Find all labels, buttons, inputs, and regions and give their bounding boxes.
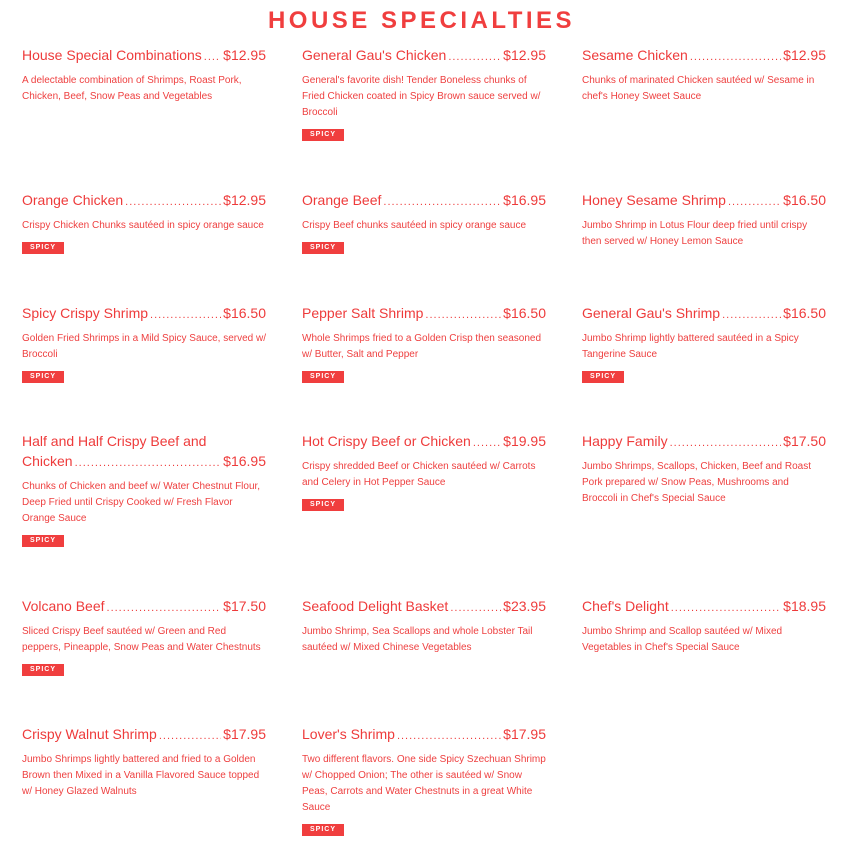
item-description: Crispy shredded Beef or Chicken sautéed w/ Carrots and Celery in Hot Pepper Sauce: [302, 461, 536, 488]
leader-dots: [159, 726, 221, 746]
item-price: $16.50: [783, 192, 826, 208]
item-price: $12.95: [783, 47, 826, 63]
spicy-badge: SPICY: [22, 242, 64, 254]
item-description: Crispy Beef chunks sautéed in spicy orange sauce: [302, 220, 527, 231]
item-name: Sesame Chicken: [582, 47, 688, 63]
leader-dots: [690, 47, 781, 67]
spicy-badge: SPICY: [302, 824, 344, 836]
item-description: Whole Shrimps fried to a Golden Crisp then seasoned w/ Butter, Salt and Pepper: [302, 333, 542, 360]
item-description: Golden Fried Shrimps in a Mild Spicy Sauce, served w/ Broccoli: [22, 333, 266, 360]
menu-item: [582, 431, 826, 507]
item-price: $17.95: [503, 726, 546, 742]
leader-dots: [107, 598, 222, 618]
item-name-line-1: Half and Half Crispy Beef and: [22, 433, 207, 449]
leader-dots: [125, 192, 221, 212]
menu-item: [22, 724, 266, 800]
menu-item: [582, 596, 826, 656]
item-price: $16.95: [503, 192, 546, 208]
item-description: Chunks of Chicken and beef w/ Water Chestnut Flour, Deep Fried until Crispy Cooked w/ Fresh Flavor Orange Sauce: [22, 481, 261, 524]
item-price: $16.95: [223, 453, 266, 469]
item-price: $23.95: [503, 598, 546, 614]
item-price: $12.95: [223, 192, 266, 208]
item-description: A delectable combination of Shrimps, Roast Pork, Chicken, Beef, Snow Peas and Vegetables: [22, 75, 242, 102]
spicy-badge: SPICY: [22, 371, 64, 383]
menu-item: [302, 724, 546, 836]
item-name: General Gau's Chicken: [302, 47, 447, 63]
leader-dots: [150, 305, 221, 325]
item-name: Lover's Shrimp: [302, 726, 395, 742]
leader-dots: [75, 453, 222, 473]
spicy-badge: SPICY: [302, 242, 344, 254]
menu-item: [582, 45, 826, 105]
item-price: $17.50: [783, 433, 826, 449]
item-name: General Gau's Shrimp: [582, 305, 721, 321]
item-name: House Special Combinations: [22, 47, 202, 63]
leader-dots: [383, 192, 501, 212]
item-name: Crispy Walnut Shrimp: [22, 726, 157, 742]
item-description: General's favorite dish! Tender Boneless chunks of Fried Chicken coated in Spicy Brown sauce served w/ Broccoli: [302, 75, 541, 118]
item-name: Volcano Beef: [22, 598, 105, 614]
menu-item: [302, 190, 546, 254]
item-description: Jumbo Shrimps lightly battered and fried to a Golden Brown then Mixed in a Vanilla Flavored Sauce topped w/ Honey Glazed Walnuts: [22, 754, 260, 797]
menu-item: [302, 431, 546, 511]
item-description: Jumbo Shrimp in Lotus Flour deep fried until crispy then served w/ Honey Lemon Sauce: [582, 220, 808, 247]
item-price: $16.50: [503, 305, 546, 321]
leader-dots: [204, 47, 221, 67]
item-description: Jumbo Shrimp, Sea Scallops and whole Lobster Tail sautéed w/ Mixed Chinese Vegetables: [302, 626, 533, 653]
item-name: Spicy Crispy Shrimp: [22, 305, 149, 321]
spicy-badge: SPICY: [582, 371, 624, 383]
item-name: Pepper Salt Shrimp: [302, 305, 424, 321]
item-price: $17.95: [223, 726, 266, 742]
item-description: Crispy Chicken Chunks sautéed in spicy orange sauce: [22, 220, 264, 231]
leader-dots: [425, 305, 501, 325]
item-price: $18.95: [783, 598, 826, 614]
item-price: $19.95: [503, 433, 546, 449]
menu-item: [302, 303, 546, 383]
page-title: HOUSE SPECIALTIES: [267, 7, 576, 34]
spicy-badge: SPICY: [302, 371, 344, 383]
leader-dots: [670, 433, 782, 453]
item-price: $12.95: [503, 47, 546, 63]
item-name: Hot Crispy Beef or Chicken: [302, 433, 471, 449]
item-name: Orange Chicken: [22, 192, 124, 208]
spicy-badge: SPICY: [22, 664, 64, 676]
menu-item: [22, 303, 266, 383]
item-description: Jumbo Shrimps, Scallops, Chicken, Beef and Roast Pork prepared w/ Snow Peas, Mushrooms and Broccoli in Chef's Special Sauce: [582, 461, 811, 504]
item-name: Honey Sesame Shrimp: [582, 192, 726, 208]
spicy-badge: SPICY: [302, 129, 344, 141]
item-price: $17.50: [223, 598, 266, 614]
item-name: Happy Family: [582, 433, 668, 449]
leader-dots: [448, 47, 501, 67]
spicy-badge: SPICY: [302, 499, 344, 511]
menu-item: [582, 190, 826, 250]
menu-item: [22, 45, 266, 105]
item-name: Orange Beef: [302, 192, 382, 208]
menu-item: [22, 190, 266, 254]
item-price: $12.95: [223, 47, 266, 63]
item-description: Jumbo Shrimp and Scallop sautéed w/ Mixed Vegetables in Chef's Special Sauce: [582, 626, 783, 653]
menu-item: [302, 596, 546, 656]
spicy-badge: SPICY: [22, 535, 64, 547]
item-description: Sliced Crispy Beef sautéed w/ Green and Red peppers, Pineapple, Snow Peas and Water Chestnuts: [22, 626, 261, 653]
menu-item: [22, 596, 266, 676]
item-description: Jumbo Shrimp lightly battered sautéed in a Spicy Tangerine Sauce: [582, 333, 799, 360]
item-name: Chef's Delight: [582, 598, 669, 614]
leader-dots: [450, 598, 501, 618]
leader-dots: [473, 433, 501, 453]
leader-dots: [397, 726, 501, 746]
menu-item: [22, 431, 266, 547]
menu-item: [302, 45, 546, 141]
item-description: Chunks of marinated Chicken sautéed w/ Sesame in chef's Honey Sweet Sauce: [582, 75, 815, 102]
item-name-line-2: Chicken: [22, 453, 73, 469]
menu-item: [582, 303, 826, 383]
leader-dots: [671, 598, 781, 618]
item-price: $16.50: [223, 305, 266, 321]
leader-dots: [728, 192, 781, 212]
item-name: Seafood Delight Basket: [302, 598, 449, 614]
item-description: Two different flavors. One side Spicy Szechuan Shrimp w/ Chopped Onion; The other is sautéed w/ Snow Peas, Carrots and Water Chestnuts in a great White Sauce: [302, 754, 546, 813]
item-price: $16.50: [783, 305, 826, 321]
leader-dots: [722, 305, 781, 325]
